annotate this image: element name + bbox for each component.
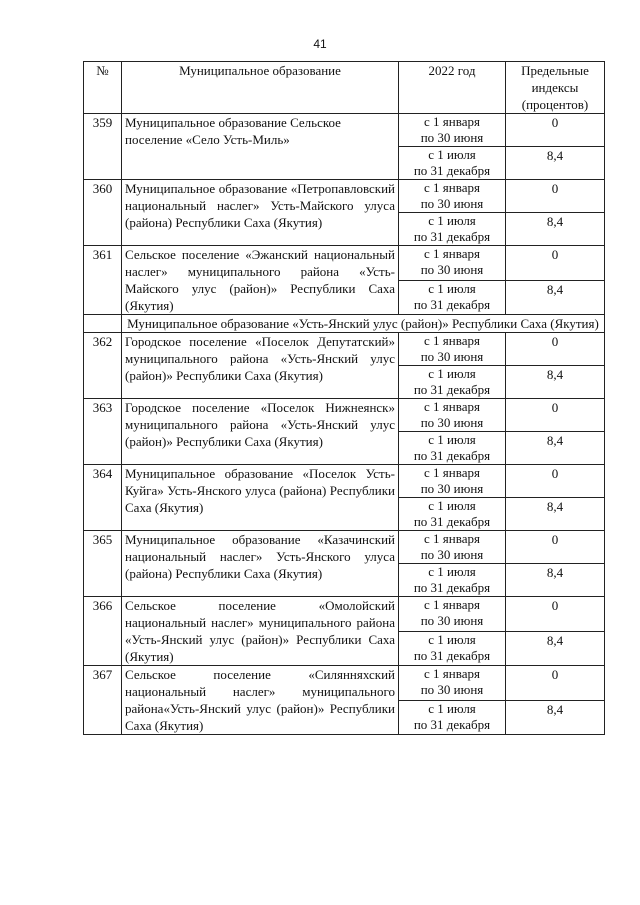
period-line: по 31 декабря <box>413 229 491 244</box>
table-header-row <box>84 62 605 114</box>
period-line: с 1 июля <box>428 631 476 647</box>
period-line: по 30 июня <box>420 262 484 277</box>
municipality-name: Муниципальное образование «Петропавловский национальный наслег» Усть-Майского улуса (района) Республики Саха (Якутия) <box>122 180 399 246</box>
period-line: по 30 июня <box>420 415 484 430</box>
header-limit-index: Предельные индексы (процентов) <box>506 62 605 114</box>
period-cell <box>399 531 506 564</box>
header-municipality: Муниципальное образование <box>122 62 399 114</box>
period-cell <box>399 366 506 399</box>
period-cell <box>399 700 506 735</box>
index-value-second-half: 8,4 <box>506 432 605 465</box>
period-line: с 1 июля <box>428 700 476 716</box>
period-cell <box>399 666 506 701</box>
municipality-name: Сельское поселение «Омолойский национальный наслег» муниципального района «Усть-Янский улус (район)» Республики Саха (Якутия) <box>122 597 399 666</box>
period-line: по 31 декабря <box>413 514 491 529</box>
period-cell <box>399 213 506 246</box>
index-value-first-half: 0 <box>506 114 605 147</box>
row-number: 366 <box>84 597 122 666</box>
period-line: с 1 января <box>424 465 480 480</box>
period-cell <box>399 498 506 531</box>
index-value-first-half: 0 <box>506 465 605 498</box>
index-value-second-half: 8,4 <box>506 280 605 315</box>
index-value-second-half: 8,4 <box>506 564 605 597</box>
period-cell <box>399 114 506 147</box>
table-row <box>84 531 605 564</box>
municipality-name: Сельское поселение «Силянняхский национальный наслег» муниципального района«Усть-Янский улус (район)» Республики Саха (Якутия) <box>122 666 399 735</box>
municipality-name: Городское поселение «Поселок Депутатский» муниципального района «Усть-Янский улус (район)» Республики Саха (Якутия) <box>122 333 399 399</box>
index-value-first-half: 0 <box>506 399 605 432</box>
period-cell <box>399 147 506 180</box>
table-row <box>84 246 605 281</box>
row-number: 365 <box>84 531 122 597</box>
row-number: 361 <box>84 246 122 315</box>
period-line: с 1 января <box>424 531 480 546</box>
period-cell <box>399 465 506 498</box>
row-number: 364 <box>84 465 122 531</box>
period-line: по 30 июня <box>420 130 484 145</box>
index-value-second-half: 8,4 <box>506 147 605 180</box>
page-number: 41 <box>313 37 327 51</box>
table-row <box>84 114 605 147</box>
period-cell <box>399 432 506 465</box>
index-value-second-half: 8,4 <box>506 631 605 666</box>
period-line: по 31 декабря <box>413 716 491 732</box>
group-row <box>84 315 605 333</box>
municipality-name: Муниципальное образование «Поселок Усть-Куйга» Усть-Янского улуса (района) Республики Саха (Якутия) <box>122 465 399 531</box>
row-number: 359 <box>84 114 122 180</box>
period-line: с 1 июля <box>428 213 476 228</box>
period-cell <box>399 399 506 432</box>
period-line: по 31 декабря <box>413 163 491 178</box>
period-cell <box>399 246 506 281</box>
period-line: с 1 января <box>424 114 480 129</box>
period-line: с 1 января <box>424 180 480 195</box>
period-line: с 1 января <box>424 597 480 612</box>
period-line: с 1 января <box>424 246 480 261</box>
table-body <box>84 114 605 735</box>
period-line: с 1 июля <box>428 498 476 513</box>
period-line: по 31 декабря <box>413 647 491 663</box>
row-number: 362 <box>84 333 122 399</box>
period-line: с 1 июля <box>428 432 476 447</box>
period-line: с 1 июля <box>428 564 476 579</box>
municipality-name: Городское поселение «Поселок Нижнеянск» муниципального района «Усть-Янский улус (район)» Республики Саха (Якутия) <box>122 399 399 465</box>
period-cell <box>399 180 506 213</box>
index-value-first-half: 0 <box>506 666 605 701</box>
period-line: по 30 июня <box>420 196 484 211</box>
index-value-first-half: 0 <box>506 597 605 632</box>
header-year: 2022 год <box>399 62 506 114</box>
period-cell <box>399 631 506 666</box>
table-row <box>84 333 605 366</box>
table-row <box>84 399 605 432</box>
index-value-second-half: 8,4 <box>506 498 605 531</box>
period-line: по 31 декабря <box>413 580 491 595</box>
index-value-second-half: 8,4 <box>506 366 605 399</box>
period-line: по 31 декабря <box>413 296 491 312</box>
row-number: 363 <box>84 399 122 465</box>
group-empty-cell <box>84 315 122 333</box>
row-number: 360 <box>84 180 122 246</box>
period-line: с 1 января <box>424 333 480 348</box>
table-row <box>84 597 605 632</box>
period-cell <box>399 564 506 597</box>
period-line: по 31 декабря <box>413 382 491 397</box>
period-line: по 30 июня <box>420 613 484 628</box>
table-row <box>84 666 605 701</box>
period-line: по 31 декабря <box>413 448 491 463</box>
period-line: по 30 июня <box>420 481 484 496</box>
period-cell <box>399 597 506 632</box>
period-line: с 1 января <box>424 399 480 414</box>
index-value-first-half: 0 <box>506 180 605 213</box>
group-title: Муниципальное образование «Усть-Янский улус (район)» Республики Саха (Якутия) <box>122 315 605 333</box>
municipality-name: Муниципальное образование «Казачинский национальный наслег» Усть-Янского улуса (района) Республики Саха (Якутия) <box>122 531 399 597</box>
index-value-first-half: 0 <box>506 531 605 564</box>
period-cell <box>399 333 506 366</box>
period-line: по 30 июня <box>420 547 484 562</box>
table-row <box>84 180 605 213</box>
period-line: с 1 июля <box>428 147 476 162</box>
period-line: с 1 января <box>424 666 480 681</box>
period-cell <box>399 280 506 315</box>
period-line: с 1 июля <box>428 280 476 296</box>
table-row <box>84 465 605 498</box>
municipality-name: Сельское поселение «Эжанский национальный наслег» муниципального района «Усть-Майского улус (район)» Республики Саха (Якутия) <box>122 246 399 315</box>
index-value-first-half: 0 <box>506 246 605 281</box>
row-number: 367 <box>84 666 122 735</box>
header-number: № <box>84 62 122 114</box>
period-line: по 30 июня <box>420 682 484 697</box>
index-value-second-half: 8,4 <box>506 213 605 246</box>
tariff-index-table <box>83 61 605 735</box>
period-line: с 1 июля <box>428 366 476 381</box>
index-value-second-half: 8,4 <box>506 700 605 735</box>
index-value-first-half: 0 <box>506 333 605 366</box>
period-line: по 30 июня <box>420 349 484 364</box>
municipality-name: Муниципальное образование Сельское поселение «Село Усть-Миль» <box>122 114 399 180</box>
